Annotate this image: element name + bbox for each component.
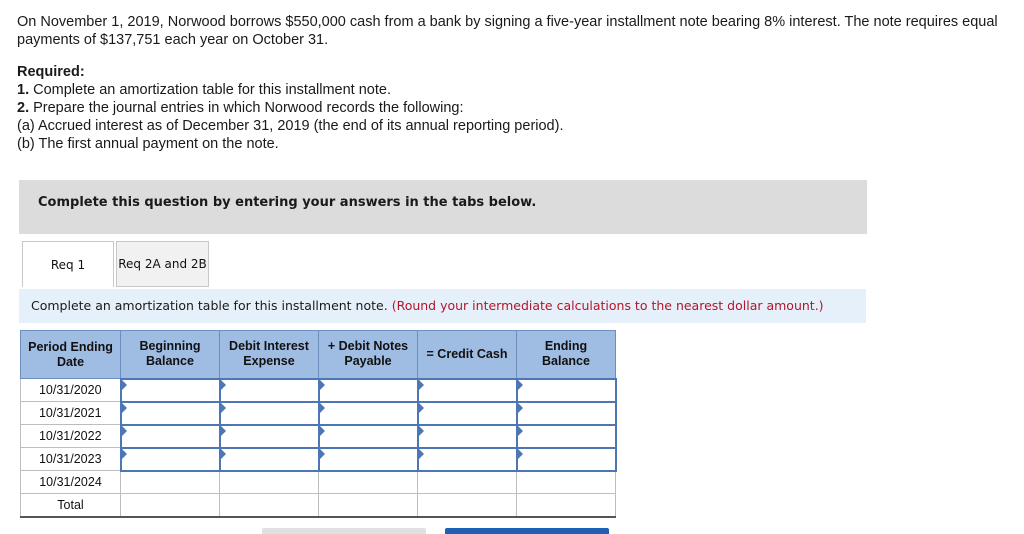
table-row: [21, 448, 616, 471]
credit-cash-input[interactable]: [418, 448, 517, 471]
total-cell: [220, 494, 319, 517]
interest-expense-field[interactable]: [221, 426, 318, 447]
header-label: Period Ending: [28, 339, 113, 354]
header-credit-cash: [418, 331, 517, 379]
table-row: [21, 402, 616, 425]
interest-expense-input[interactable]: [220, 448, 319, 471]
requirement-1-text: Complete an amortization table for this installment note.: [29, 82, 391, 98]
tab-req-1-label: Req 1: [50, 257, 86, 272]
header-label: Payable: [344, 354, 392, 369]
beginning-balance-cell: [121, 471, 220, 494]
header-label: Balance: [146, 354, 194, 369]
ending-balance-input[interactable]: [517, 379, 616, 402]
beginning-balance-field[interactable]: [122, 426, 219, 447]
header-label: Debit Interest: [229, 339, 309, 354]
header-label: Expense: [243, 354, 295, 369]
table-row: [21, 471, 616, 494]
notes-payable-field[interactable]: [320, 380, 417, 401]
credit-cash-input[interactable]: [418, 379, 517, 402]
requirement-1: [17, 81, 1007, 99]
period-date-cell: 10/31/2023: [21, 448, 121, 471]
prev-tab-button[interactable]: [262, 528, 426, 534]
header-label: Balance: [542, 354, 590, 369]
credit-cash-field[interactable]: [419, 449, 516, 470]
ending-balance-input[interactable]: [517, 448, 616, 471]
tab-req-1[interactable]: [22, 241, 114, 287]
beginning-balance-field[interactable]: [122, 403, 219, 424]
notes-payable-field[interactable]: [320, 403, 417, 424]
ending-balance-input[interactable]: [517, 425, 616, 448]
notes-payable-input[interactable]: [319, 448, 418, 471]
beginning-balance-field[interactable]: [122, 449, 219, 470]
table-row: [21, 379, 616, 402]
beginning-balance-field[interactable]: [122, 380, 219, 401]
total-cell: [418, 494, 517, 517]
interest-expense-field[interactable]: [221, 403, 318, 424]
header-period-ending-date: [21, 331, 121, 379]
beginning-balance-input[interactable]: [121, 425, 220, 448]
amortization-table: [20, 330, 617, 518]
table-row: [21, 425, 616, 448]
period-date-cell: 10/31/2022: [21, 425, 121, 448]
ending-balance-field[interactable]: [518, 380, 615, 401]
credit-cash-field[interactable]: [419, 380, 516, 401]
interest-expense-input[interactable]: [220, 425, 319, 448]
header-label: Ending: [544, 339, 588, 354]
header-ending-balance: [517, 331, 616, 379]
requirement-1-number: 1.: [17, 82, 30, 98]
ending-balance-field[interactable]: [518, 426, 615, 447]
instructions-banner: [19, 180, 867, 234]
header-interest-expense: [220, 331, 319, 379]
problem-statement: [17, 13, 1007, 153]
ending-balance-field[interactable]: [518, 449, 615, 470]
notes-payable-input[interactable]: [319, 379, 418, 402]
period-date-cell: 10/31/2024: [21, 471, 121, 494]
notes-payable-input[interactable]: [319, 402, 418, 425]
required-heading: Required:: [17, 64, 85, 80]
notes-payable-cell: [319, 471, 418, 494]
credit-cash-input[interactable]: [418, 402, 517, 425]
instruction-text: Complete an amortization table for this installment note.: [31, 298, 388, 313]
beginning-balance-input[interactable]: [121, 402, 220, 425]
header-beginning-balance: [121, 331, 220, 379]
header-label: Beginning: [139, 339, 201, 354]
instruction-bar: [19, 289, 866, 323]
period-date-cell: 10/31/2020: [21, 379, 121, 402]
banner-text: Complete this question by entering your answers in the tabs below.: [38, 195, 537, 210]
beginning-balance-input[interactable]: [121, 379, 220, 402]
notes-payable-input[interactable]: [319, 425, 418, 448]
requirement-2b: (b) The first annual payment on the note.: [17, 136, 279, 152]
total-cell: [319, 494, 418, 517]
header-label: + Debit Notes: [327, 339, 409, 354]
requirement-2-number: 2.: [17, 100, 30, 116]
total-cell: [121, 494, 220, 517]
total-cell: [517, 494, 616, 517]
credit-cash-cell: [418, 471, 517, 494]
notes-payable-field[interactable]: [320, 426, 417, 447]
tab-req-2a-2b-label: Req 2A and 2B: [118, 257, 207, 271]
interest-expense-field[interactable]: [221, 380, 318, 401]
rounding-note: (Round your intermediate calculations to the nearest dollar amount.): [391, 298, 824, 313]
requirement-2-text: Prepare the journal entries in which Norwood records the following:: [29, 100, 464, 116]
problem-intro: On November 1, 2019, Norwood borrows $550,000 cash from a bank by signing a five-year installment note bearing 8% interest. The note requires equal payments of $137,751 each year on October 31.: [17, 14, 998, 48]
interest-expense-input[interactable]: [220, 402, 319, 425]
interest-expense-input[interactable]: [220, 379, 319, 402]
credit-cash-input[interactable]: [418, 425, 517, 448]
ending-balance-cell: [517, 471, 616, 494]
requirement-2a: (a) Accrued interest as of December 31, 2019 (the end of its annual reporting period).: [17, 118, 564, 134]
notes-payable-field[interactable]: [320, 449, 417, 470]
tab-req-2a-2b[interactable]: [116, 241, 209, 287]
interest-expense-field[interactable]: [221, 449, 318, 470]
credit-cash-field[interactable]: [419, 403, 516, 424]
requirement-2: [17, 99, 1007, 117]
total-label: Total: [21, 494, 121, 517]
beginning-balance-input[interactable]: [121, 448, 220, 471]
header-label: Date: [56, 354, 85, 369]
table-header-row: [21, 331, 616, 379]
table-total-row: [21, 494, 616, 517]
credit-cash-field[interactable]: [419, 426, 516, 447]
interest-expense-cell: [220, 471, 319, 494]
period-date-cell: 10/31/2021: [21, 402, 121, 425]
next-tab-button[interactable]: [445, 528, 609, 534]
ending-balance-field[interactable]: [518, 403, 615, 424]
ending-balance-input[interactable]: [517, 402, 616, 425]
header-notes-payable: [319, 331, 418, 379]
header-label: = Credit Cash: [426, 346, 508, 361]
